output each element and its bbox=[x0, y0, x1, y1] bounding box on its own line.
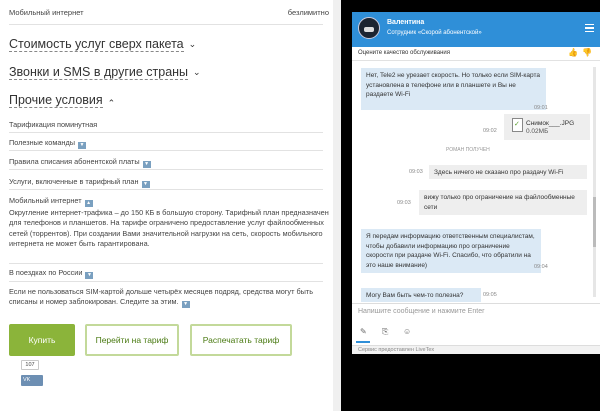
footer-text: Сервис предоставлен LiveTex bbox=[358, 347, 435, 353]
expand-toggle-icon[interactable]: ▼ bbox=[183, 301, 189, 308]
message-agent bbox=[361, 229, 541, 273]
print-tariff-button[interactable]: Распечатать тариф bbox=[190, 324, 292, 356]
condition-payment-rules[interactable] bbox=[9, 157, 151, 168]
chat-header bbox=[352, 12, 600, 47]
thumbs-up-icon[interactable]: 👍 bbox=[568, 48, 578, 57]
divider bbox=[9, 281, 323, 282]
condition-label: Мобильный интернет bbox=[9, 196, 82, 205]
condition-label: Полезные команды bbox=[9, 138, 75, 147]
edit-icon[interactable]: ✎ bbox=[360, 327, 367, 336]
vk-icon: VK bbox=[23, 377, 31, 383]
mobile-internet-label: Мобильный интернет bbox=[9, 8, 84, 17]
rating-label: Оцените качество обслуживания bbox=[358, 50, 451, 56]
divider bbox=[9, 169, 323, 170]
section-title: Прочие условия bbox=[9, 93, 103, 107]
message-time: 09:02 bbox=[483, 128, 497, 134]
message-time: 09:03 bbox=[409, 169, 423, 175]
condition-mobile-internet[interactable] bbox=[9, 196, 93, 207]
mobile-internet-row bbox=[9, 8, 329, 17]
agent-role: Сотрудник «Скорой абонентской» bbox=[387, 30, 482, 36]
message-text: Могу Вам быть чем-то полезна? bbox=[366, 292, 464, 299]
expand-toggle-icon[interactable]: ▼ bbox=[144, 161, 150, 167]
section-international[interactable] bbox=[9, 65, 201, 79]
vk-share-button[interactable] bbox=[21, 375, 43, 386]
buy-button[interactable]: Купить bbox=[9, 324, 75, 356]
message-user bbox=[419, 190, 587, 215]
agent-name: Валентина bbox=[387, 19, 425, 26]
message-agent bbox=[361, 288, 481, 302]
chat-widget bbox=[352, 12, 600, 354]
divider bbox=[9, 24, 323, 25]
condition-label: Услуги, включенные в тарифный план bbox=[9, 177, 139, 186]
message-time: 09:04 bbox=[534, 264, 548, 270]
section-title: Стоимость услуг сверх пакета bbox=[9, 37, 184, 51]
share-counter: 107 bbox=[21, 360, 39, 370]
condition-billing bbox=[9, 120, 97, 129]
chat-tools bbox=[352, 321, 600, 345]
sim-warning-text: Если не пользоваться SIM-картой дольше четырёх месяцев подряд, средства могут быть списаны и номер заблокирован. Следите за этим. bbox=[9, 287, 314, 307]
expand-toggle-icon[interactable]: ▼ bbox=[79, 142, 85, 148]
message-text: Здесь ничего не сказано про раздачу Wi-Fi bbox=[434, 169, 564, 176]
chevron-up-icon: ⌃ bbox=[107, 98, 116, 108]
file-icon bbox=[512, 118, 523, 132]
condition-label: В поездках по России bbox=[9, 268, 83, 277]
condition-included-services[interactable] bbox=[9, 177, 150, 188]
thumbs-down-icon[interactable]: 👎 bbox=[582, 48, 592, 57]
condition-commands[interactable] bbox=[9, 138, 86, 149]
active-tool-indicator bbox=[356, 341, 370, 343]
condition-roaming[interactable] bbox=[9, 268, 93, 279]
message-text: Я передам информацию ответственным специалистам, чтобы добавили информацию про ограничение скорости при раздаче Wi-Fi. Спасибо, что обратили на это наше внимание) bbox=[366, 233, 535, 269]
file-size: 0.02МБ bbox=[526, 128, 549, 135]
attach-icon[interactable]: ⎘ bbox=[382, 327, 389, 336]
expand-toggle-icon[interactable]: ▼ bbox=[143, 181, 148, 187]
agent-avatar bbox=[358, 17, 380, 39]
condition-label: Тарификация поминутная bbox=[9, 120, 98, 129]
divider bbox=[9, 263, 323, 264]
message-user bbox=[429, 165, 587, 179]
message-text: вижу только про ограничение на файлообменные сети bbox=[424, 194, 575, 211]
message-time: 09:01 bbox=[534, 105, 548, 111]
sim-warning bbox=[9, 287, 329, 308]
chat-scrollbar[interactable] bbox=[593, 67, 596, 297]
section-title: Звонки и SMS в другие страны bbox=[9, 65, 189, 79]
condition-label: Правила списания абонентской платы bbox=[9, 157, 140, 166]
mobile-internet-value: безлимитно bbox=[287, 8, 329, 17]
divider bbox=[9, 132, 323, 133]
chat-scroll-thumb[interactable] bbox=[593, 197, 596, 247]
message-agent bbox=[361, 68, 546, 110]
message-input[interactable] bbox=[352, 303, 600, 321]
chat-footer bbox=[352, 345, 600, 354]
expand-toggle-icon[interactable]: ▲ bbox=[86, 200, 92, 206]
switch-tariff-button[interactable]: Перейти на тариф bbox=[85, 324, 179, 356]
menu-icon[interactable] bbox=[585, 24, 594, 32]
divider bbox=[9, 150, 323, 151]
section-extra-services[interactable] bbox=[9, 37, 196, 51]
chevron-down-icon: ⌄ bbox=[193, 67, 201, 77]
rating-bar bbox=[352, 47, 600, 61]
divider bbox=[9, 189, 323, 190]
message-list bbox=[352, 61, 600, 303]
expand-toggle-icon[interactable]: ▼ bbox=[86, 272, 92, 278]
section-other-conditions[interactable] bbox=[9, 93, 115, 109]
message-time: 09:03 bbox=[397, 200, 411, 206]
page-scrollbar[interactable] bbox=[333, 0, 341, 411]
emoji-icon[interactable]: ☺ bbox=[403, 327, 412, 336]
message-time: 09:05 bbox=[483, 292, 497, 298]
internet-paragraph: Округление интернет-трафика – до 150 КБ в большую сторону. Тарифный план предназначен для телефонов и планшетов. На тарифе ограничено предоставление услуг файлообменных сетей (торрентов). При создании Вами значительной нагрузки на сеть, скорость мобильного интернета не может быть гарантирована. bbox=[9, 208, 329, 248]
file-name: Снимок___.JPG bbox=[526, 120, 575, 127]
message-text: Нет, Tele2 не урезает скорость. Но только если SIM-карта установлена в телефоне или в планшете и Вы не раздаете Wi-Fi bbox=[366, 72, 541, 98]
system-notice: РОМАН ПОЛУЧЕН bbox=[446, 147, 490, 153]
chevron-down-icon: ⌄ bbox=[188, 39, 197, 49]
input-placeholder: Напишите сообщение и нажмите Enter bbox=[358, 308, 485, 315]
